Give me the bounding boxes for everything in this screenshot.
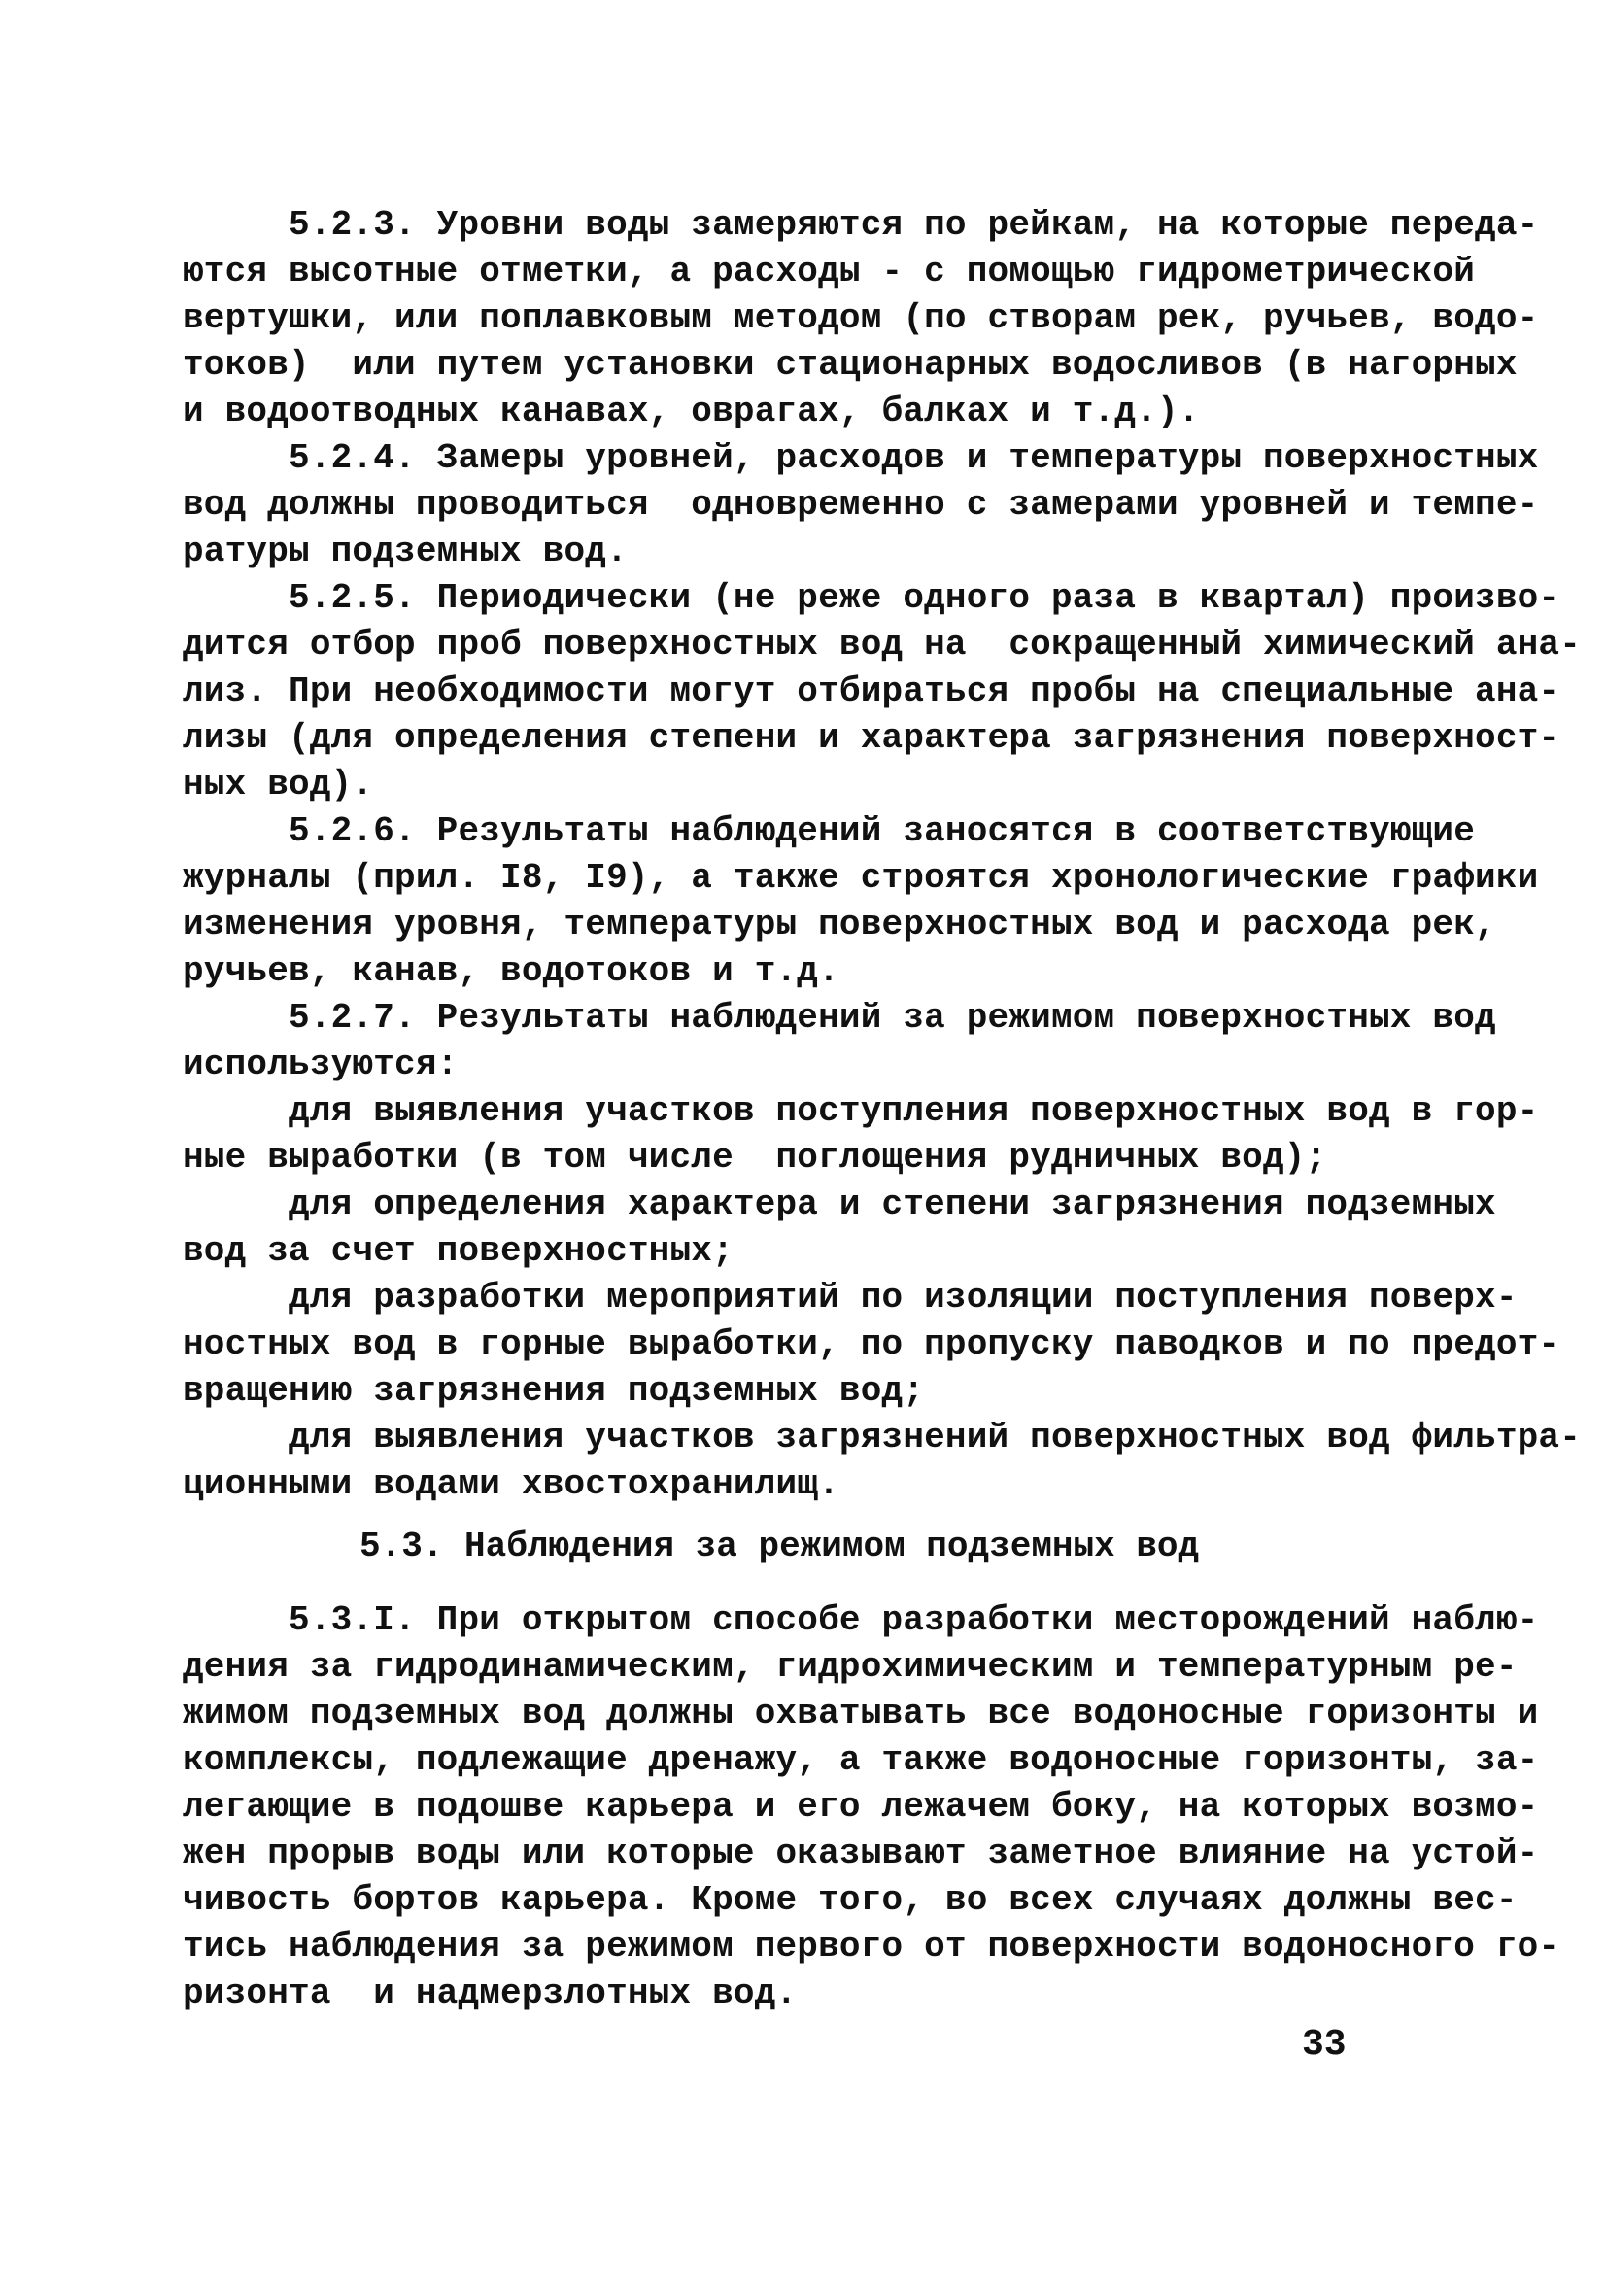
text-line: для выявления участков загрязнений поверхностных вод фильтра- xyxy=(183,1418,1582,1457)
text-line: для определения характера и степени загрязнения подземных xyxy=(183,1184,1496,1224)
text-line: 5.2.4. Замеры уровней, расходов и температуры поверхностных xyxy=(183,438,1539,478)
text-line: 5.2.7. Результаты наблюдений за режимом поверхностных вод xyxy=(183,998,1496,1038)
text-line: комплексы, подлежащие дренажу, а также водоносные горизонты, за- xyxy=(183,1740,1539,1780)
text-line: ных вод). xyxy=(183,765,374,805)
text-line: ратуры подземных вод. xyxy=(183,531,628,571)
text-line: для выявления участков поступления поверхностных вод в гор- xyxy=(183,1091,1539,1131)
text-line: 5.3.I. При открытом способе разработки месторождений наблю- xyxy=(183,1600,1539,1640)
text-line: ные выработки (в том числе поглощения рудничных вод); xyxy=(183,1138,1327,1178)
text-line: вод должны проводиться одновременно с замерами уровней и темпе- xyxy=(183,485,1539,525)
text-line: дится отбор проб поверхностных вод на сокращенный химический ана- xyxy=(183,625,1582,665)
text-line: жимом подземных вод должны охватывать все водоносные горизонты и xyxy=(183,1694,1539,1733)
text-line: чивость бортов карьера. Кроме того, во всех случаях должны вес- xyxy=(183,1880,1518,1920)
text-line: ностных вод в горные выработки, по пропуску паводков и по предот- xyxy=(183,1324,1560,1364)
text-line: ционными водами хвостохранилищ. xyxy=(183,1464,839,1504)
text-line: используются: xyxy=(183,1045,459,1084)
text-line: для разработки мероприятий по изоляции поступления поверх- xyxy=(183,1278,1518,1318)
section-heading: 5.3. Наблюдения за режимом подземных вод xyxy=(359,1526,1200,1566)
text-line: 5.2.6. Результаты наблюдений заносятся в соответствующие xyxy=(183,811,1476,851)
text-line: ются высотные отметки, а расходы - с помощью гидрометрической xyxy=(183,252,1476,291)
text-line: лиз. При необходимости могут отбираться пробы на специальные ана- xyxy=(183,671,1560,711)
text-line: лизы (для определения степени и характера загрязнения поверхност- xyxy=(183,718,1560,758)
text-line: дения за гидродинамическим, гидрохимическим и температурным ре- xyxy=(183,1647,1518,1687)
text-line: ручьев, канав, водотоков и т.д. xyxy=(183,951,839,991)
text-line: 5.2.5. Периодически (не реже одного раза в квартал) произво- xyxy=(183,578,1560,618)
text-line: токов) или путем установки стационарных водосливов (в нагорных xyxy=(183,345,1518,385)
text-line: журналы (прил. I8, I9), а также строятся хронологические графики xyxy=(183,858,1539,898)
text-line: 5.2.3. Уровни воды замеряются по рейкам, на которые переда- xyxy=(183,205,1539,245)
text-line: вод за счет поверхностных; xyxy=(183,1231,734,1271)
page-number: 33 xyxy=(1302,2024,1347,2066)
text-line: легающие в подошве карьера и его лежачем боку, на которых возмо- xyxy=(183,1787,1539,1827)
text-line: жен прорыв воды или которые оказывают заметное влияние на устой- xyxy=(183,1833,1539,1873)
text-line: вращению загрязнения подземных вод; xyxy=(183,1371,925,1411)
text-line: тись наблюдения за режимом первого от поверхности водоносного го- xyxy=(183,1927,1560,1967)
text-line: ризонта и надмерзлотных вод. xyxy=(183,1973,798,2013)
text-line: изменения уровня, температуры поверхностных вод и расхода рек, xyxy=(183,905,1496,944)
text-line: вертушки, или поплавковым методом (по створам рек, ручьев, водо- xyxy=(183,298,1539,338)
text-line: и водоотводных канавах, оврагах, балках и т.д.). xyxy=(183,392,1200,431)
